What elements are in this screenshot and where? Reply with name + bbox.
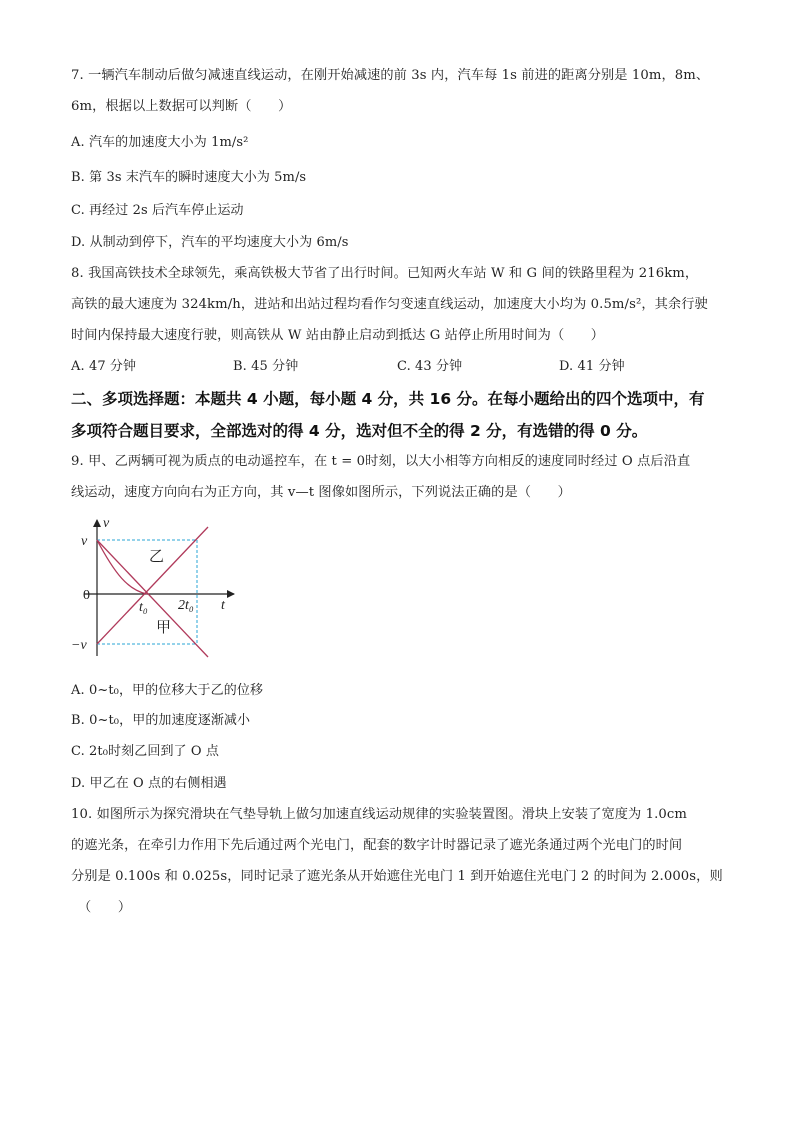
q10-stem-line4: （ ） (78, 900, 132, 915)
t-axis-label: t (221, 598, 225, 613)
vt-graph (70, 516, 240, 664)
q9-option-d: D. 甲乙在 O 点的右侧相遇 (71, 776, 227, 791)
t0-tick-label: t₀ (139, 600, 148, 615)
q7-option-a: A. 汽车的加速度大小为 1m/s² (71, 135, 249, 150)
q10-stem-line1: 10. 如图所示为探究滑块在气垫导轨上做匀加速直线运动规律的实验装置图。滑块上安装了宽度为 1.0cm (71, 807, 688, 822)
q8-option-a: A. 47 分钟 (71, 359, 137, 374)
q10-stem-line2: 的遮光条，在牵引力作用下先后通过两个光电门，配套的数字计时器记录了遮光条通过两个光电门的时间 (71, 838, 683, 853)
q8-stem-line1: 8. 我国高铁技术全球领先，乘高铁极大节省了出行时间。已知两火车站 W 和 G 间的铁路里程为 216km， (71, 266, 699, 281)
q9-option-b: B. 0~t₀，甲的加速度逐渐减小 (71, 713, 251, 728)
v-tick-label: v (81, 534, 88, 549)
q9-option-a: A. 0~t₀，甲的位移大于乙的位移 (71, 683, 264, 698)
q9-stem-line2: 线运动，速度方向向右为正方向，其 v—t 图像如图所示，下列说法正确的是（ ） (71, 485, 571, 500)
q7-stem-line1: 7. 一辆汽车制动后做匀减速直线运动，在刚开始减速的前 3s 内，汽车每 1s 前进的距离分别是 10m，8m、 (71, 68, 710, 83)
q8-stem-line3: 时间内保持最大速度行驶，则高铁从 W 站由静止启动到抵达 G 站停止所用时间为（ ） (71, 328, 605, 343)
section2-heading-line1: 二、多项选择题：本题共 4 小题，每小题 4 分，共 16 分。在每小题给出的四个选项中，有 (71, 390, 705, 408)
q8-option-c: C. 43 分钟 (397, 359, 463, 374)
section2-heading-line2: 多项符合题目要求，全部选对的得 4 分，选对但不全的得 2 分，有选错的得 0 分。 (71, 422, 648, 440)
rising-line (97, 527, 208, 644)
yi-label: 乙 (149, 549, 165, 565)
neg-v-tick-label: −v (71, 638, 87, 653)
q8-option-b: B. 45 分钟 (233, 359, 299, 374)
v-axis-label: v (103, 516, 110, 531)
jia-label: 甲 (156, 620, 172, 636)
q7-option-b: B. 第 3s 末汽车的瞬时速度大小为 5m/s (71, 170, 307, 185)
q10-stem-line3: 分别是 0.100s 和 0.025s，同时记录了遮光条从开始遮住光电门 1 到开始遮住光电门 2 的时间为 2.000s，则 (71, 869, 723, 884)
q9-option-c: C. 2t₀时刻乙回到了 O 点 (71, 744, 219, 759)
q7-option-c: C. 再经过 2s 后汽车停止运动 (71, 203, 244, 218)
2t0-tick-label: 2t₀ (178, 598, 194, 613)
q9-stem-line1: 9. 甲、乙两辆可视为质点的电动遥控车，在 t = 0时刻，以大小相等方向相反的速度同时经过 O 点后沿直 (71, 454, 691, 469)
q8-option-d: D. 41 分钟 (559, 359, 625, 374)
origin-label: 0 (83, 588, 90, 603)
q7-option-d: D. 从制动到停下，汽车的平均速度大小为 6m/s (71, 235, 349, 250)
q8-stem-line2: 高铁的最大速度为 324km/h，进站和出站过程均看作匀变速直线运动，加速度大小均为 0.5m/s²，其余行驶 (71, 297, 708, 312)
q7-stem-line2: 6m，根据以上数据可以判断（ ） (71, 99, 292, 114)
